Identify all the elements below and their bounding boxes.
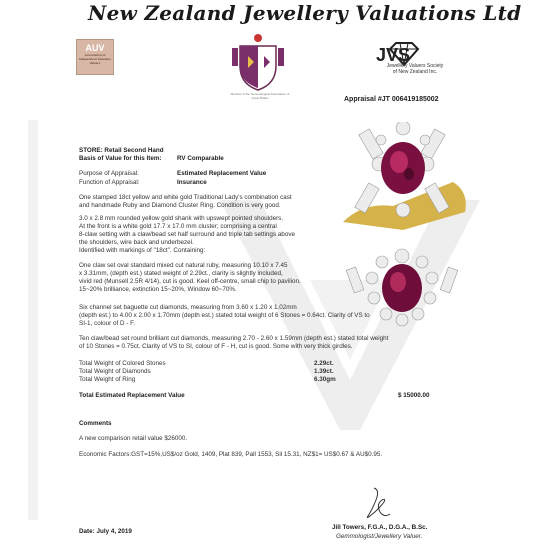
ruby-line: One claw set oval standard mixed cut natural ruby, measuring 10.10 x 7.45 <box>79 262 288 269</box>
basis-value: RV Comparable <box>177 155 224 162</box>
jvs-logo-text: JVS <box>376 45 411 65</box>
shank-line: 3.0 x 2.8 mm rounded yellow gold shank with upswept pointed shoulders. <box>79 215 284 222</box>
round-diamond-line: of 10 Stones = 0.75ct. Clarity of VS to SI, colour of F - H, cut is good. Some with very thick girdles. <box>79 343 353 350</box>
ring-weight-label: Total Weight of Ring <box>79 376 136 383</box>
colored-weight-value: 2.29ct. <box>314 360 334 367</box>
diamond-weight-value: 1.39ct. <box>314 368 334 375</box>
ring-photo-top <box>333 122 473 234</box>
purpose-label: Purpose of Appraisal: <box>79 170 139 177</box>
baguette-line: Six channel set baguette cut diamonds, measuring from 3.60 x 1.20 x 1.02mm <box>79 304 297 311</box>
function-value: Insurance <box>177 179 207 186</box>
comments-heading: Comments <box>79 420 112 427</box>
company-title: New Zealand Jewellery Valuations Ltd <box>88 1 522 25</box>
vertical-watermark <box>24 120 42 520</box>
crest-logo <box>228 32 288 92</box>
auv-subtitle: Association of Independent Jewellery Valuers <box>78 53 112 65</box>
function-label: Function of Appraisal: <box>79 179 140 186</box>
comment-economic: Economic Factors:GST=15%,US$/oz Gold, 1409, Plat 839, Pall 1553, Sil 15.31, NZ$1= US$0.67 & AU$0.95. <box>79 451 383 458</box>
intro-line: and handmade Ruby and Diamond Cluster Ring. Condition is very good. <box>79 202 281 209</box>
auv-badge-text: AUV <box>85 43 105 53</box>
ruby-line: vivid red (Munsell 2.5R 4/14), cut is good. Keel off-centre, small chip to pavilion. <box>79 278 301 285</box>
shank-line: 8-claw setting with a claw/bead set half surround and triple tab settings above <box>79 231 295 238</box>
jvs-subtitle-line1: Jewellery Valuers Society <box>386 63 444 69</box>
basis-label: Basis of Value for this Item: <box>79 155 162 162</box>
intro-line: One stamped 18ct yellow and white gold Traditional Lady's combination cast <box>79 194 292 201</box>
jvs-subtitle-line2: of New Zealand Inc. <box>392 69 438 75</box>
baguette-line: (depth est.) to 4.00 x 2.00 x 1.70mm (depth est.) stated total weight of 6 Stones = 0.64ct. Clarity of VS to <box>79 312 370 319</box>
shank-line: the shoulders, wire back and underbezel. <box>79 239 194 246</box>
store-line: STORE: Retail Second Hand <box>79 147 164 154</box>
valuer-signature <box>360 486 400 520</box>
comment-retail: A new comparison retail value $26000. <box>79 435 188 442</box>
round-diamond-line: Ten claw/bead set round brilliant cut diamonds, measuring 2.70 - 2.60 x 1.59mm (depth est.) stated total weight <box>79 335 389 342</box>
valuer-name: Jill Towers, F.G.A., D.G.A., B.Sc. <box>332 524 428 531</box>
estimated-value: $ 15000.00 <box>398 392 430 399</box>
ring-weight-value: 6.30gm <box>314 376 336 383</box>
estimated-value-label: Total Estimated Replacement Value <box>79 392 185 399</box>
shank-line: Identified with markings of "18ct". Containing: <box>79 247 206 254</box>
appraisal-number: Appraisal #JT 006419185002 <box>344 96 439 103</box>
ruby-line: 15~20% brilliance, extinction 15~20%, Window 60~70%. <box>79 286 237 293</box>
purpose-value: Estimated Replacement Value <box>177 170 267 177</box>
ruby-line: x 3.31mm, (depth est.) stated weight of 2.29ct., clarity is slightly included, <box>79 270 283 277</box>
baguette-line: SI-1, colour of D - F. <box>79 320 135 327</box>
valuer-title: Gemmologist/Jewellery Valuer. <box>336 533 423 540</box>
colored-weight-label: Total Weight of Colored Stones <box>79 360 166 367</box>
date: Date: July 4, 2019 <box>79 528 132 535</box>
diamond-weight-label: Total Weight of Diamonds <box>79 368 151 375</box>
jvs-subtitle <box>370 63 460 75</box>
shank-line: At the front is a white gold 17.7 x 17.0 mm cluster; comprising a central <box>79 223 277 230</box>
crest-caption: Member of the Gemmological Association of Great Britain <box>230 92 290 100</box>
auv-logo <box>76 39 114 75</box>
